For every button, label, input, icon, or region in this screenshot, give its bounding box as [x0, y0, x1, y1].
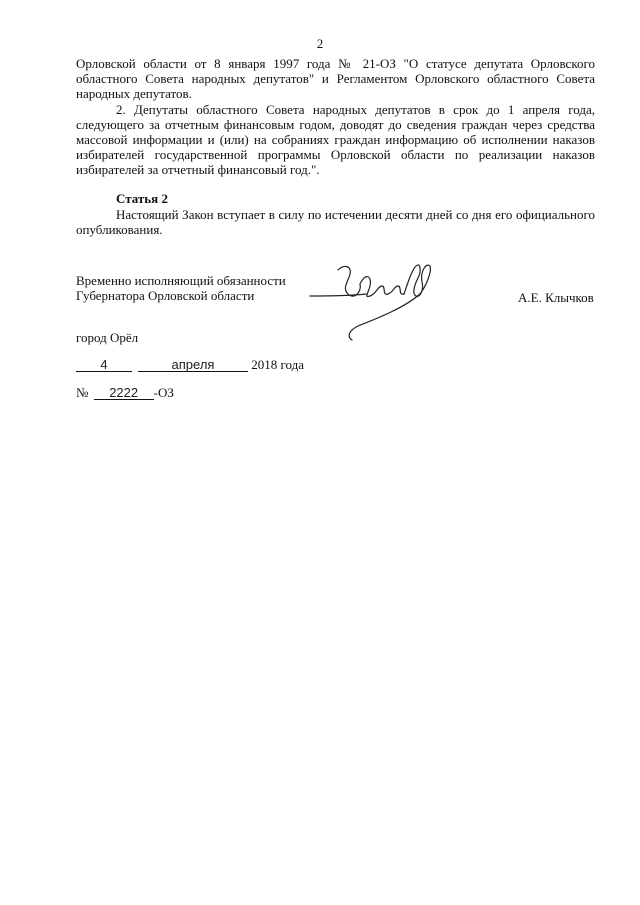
law-number-value: 2222 [94, 386, 154, 400]
law-number-prefix: № [76, 385, 89, 400]
paragraph-article-2 [76, 207, 595, 237]
paragraph-continuation [76, 56, 595, 101]
signatory-position-line-1: Временно исполняющий обязанности [76, 273, 286, 288]
article-2-heading: Статья 2 [116, 191, 168, 206]
law-number-suffix: -ОЗ [153, 385, 174, 400]
date-day: 4 [76, 358, 132, 372]
signing-date [76, 357, 304, 372]
paragraph-clause-2 [76, 102, 595, 177]
handwritten-signature [308, 252, 434, 344]
paragraph-text: Настоящий Закон вступает в силу по истечении десяти дней со дня его официального опубликования. [76, 207, 595, 237]
city: город Орёл [76, 330, 139, 345]
signatory-position-line-2: Губернатора Орловской области [76, 288, 255, 303]
signatory-position [76, 273, 286, 303]
date-year: 2018 года [251, 357, 305, 372]
paragraph-text: 2. Депутаты областного Совета народных депутатов в срок до 1 апреля года, следующего за отчетным финансовым годом, доводят до сведения граждан через средства массовой информации и (или) на собраниях граждан информацию об исполнении наказов избирателей государственной программы Орловской области по реализации наказов избирателей за отчетный финансовый год.". [76, 102, 595, 177]
paragraph-text: Орловской области от 8 января 1997 года № 21-ОЗ "О статусе депутата Орловского областного Совета народных депутатов" и Регламентом Орловского областного Совета народных депутатов. [76, 56, 595, 101]
page-number: 2 [316, 36, 324, 51]
law-number [76, 385, 174, 400]
date-month: апреля [138, 358, 248, 372]
signer-name: А.Е. Клычков [518, 290, 594, 305]
